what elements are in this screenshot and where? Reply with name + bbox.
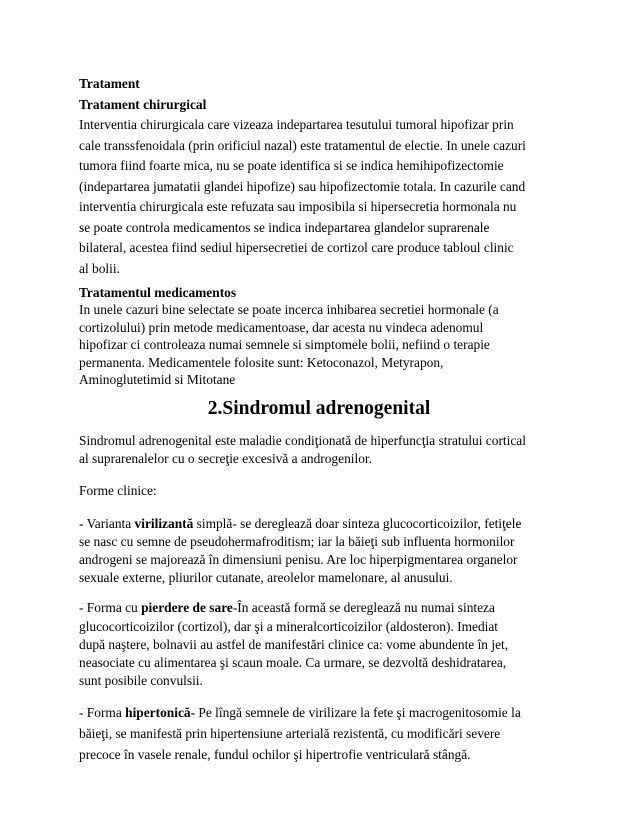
form-keyword: hipertonică- (125, 705, 196, 721)
paragraph-line: In unele cazuri bine selectate se poate incerca inhibarea secretiei hormonale (a (79, 302, 499, 318)
paragraph-line: precoce în vasele renale, fundul ochilor şi hipertrofie ventriculară stângă. (79, 747, 471, 763)
salt-wasting-form-paragraph (79, 599, 569, 690)
paragraph-text: Pe lîngă semnele de virilizare la fete şi macrogenitosomie la (195, 705, 521, 721)
paragraph-line: androgeni se majorează în dimensiuni penisu. Are loc hiperpigmentarea organelor (79, 552, 518, 568)
paragraph-line: (indepartarea jumatatii glandei hipofize) sau hipofizectomie totala. In cazurile cand (79, 178, 526, 194)
paragraph-line: cale transsfenoidala (prin orificiul nazal) este tratamentul de electie. In unele cazuri (79, 137, 526, 153)
paragraph-line: cortizolului) prin metode medicamentoase, dar acesta nu vindeca adenomul (79, 319, 484, 335)
form-keyword: virilizantă (134, 515, 194, 531)
virilizing-form-paragraph (79, 515, 569, 588)
surgical-treatment-section (79, 74, 569, 279)
paragraph-text: simplă- se dereglează doar sinteza glucocorticoizilor, fetiţele (193, 515, 522, 531)
hypertensive-form-paragraph (79, 702, 569, 765)
paragraph-line: se poate controla medicamentos se indica indepartarea glandelor suprarenale (79, 219, 490, 235)
paragraph-line: Interventia chirurgicala care vizeaza indepartarea tesutului tumoral hipofizar prin (79, 117, 514, 132)
surgical-treatment-title: Tratament chirurgical (79, 96, 207, 112)
adrenogenital-section (79, 432, 569, 765)
paragraph-line: neasociate cu alimentarea şi scaun moale. Ca urmare, se dezvoltă deshidratarea, (79, 655, 507, 671)
paragraph-line: al suprarenalelor cu o secreţie excesivă a androgenilor. (79, 451, 372, 467)
paragraph-line: bilateral, acestea fiind sediul hipersecretiei de cortizol care produce tabloul clinic (79, 240, 514, 255)
paragraph-line: al bolii. (79, 260, 120, 276)
paragraph-line: băieţi, se manifestă prin hipertensiune arterială rezistentă, cu modificări severe (79, 726, 501, 742)
section-heading: 2.Sindromul adrenogenital (207, 398, 431, 419)
drug-treatment-section (79, 284, 569, 388)
paragraph-prefix: - Forma (79, 705, 126, 721)
paragraph-line: glucocorticoizilor (cortizol), dar şi a mineralcorticoizilor (aldosteron). Imediat (79, 618, 499, 634)
paragraph-line: sunt posibile convulsii. (79, 673, 203, 689)
paragraph-text: -În această formă se dereglează nu numai sinteza (232, 600, 495, 616)
paragraph-line: după naştere, bolnavii au astfel de manifestări clinice ca: vome abundente în jet, (79, 636, 509, 652)
paragraph-prefix: - Forma cu (79, 600, 142, 616)
paragraph-line: permanenta. Medicamentele folosite sunt: Ketoconazol, Metyrapon, (79, 354, 444, 370)
drug-treatment-title: Tratamentul medicamentos (79, 285, 237, 300)
form-keyword: pierdere de sare (141, 600, 233, 616)
paragraph-line: se nasc cu semne de pseudohermafroditism; iar la băieţi sub influenta hormonilor (79, 533, 515, 549)
paragraph-line: hipofizar ci controleaza numai semnele si simptomele bolii, nefiind o terapie (79, 337, 490, 353)
treatment-title: Tratament (79, 76, 140, 91)
paragraph-line: interventia chirurgicala este refuzata sau imposibila si hipersecretia hormonala nu (79, 199, 517, 214)
paragraph-line: tumora fiind foarte mica, nu se poate identifica si se indica hemihipofizectomie (79, 158, 504, 173)
paragraph-line: Aminoglutetimid si Mitotane (79, 372, 236, 388)
paragraph-prefix: - Varianta (79, 515, 135, 531)
paragraph-line: Sindromul adrenogenital este maladie condiţionată de hiperfuncţia stratului cortical (79, 433, 526, 448)
paragraph-line: sexuale externe, pliurilor cutanate, areolelor mamelonare, al anusului. (79, 570, 453, 586)
forms-label: Forme clinice: (79, 483, 157, 499)
